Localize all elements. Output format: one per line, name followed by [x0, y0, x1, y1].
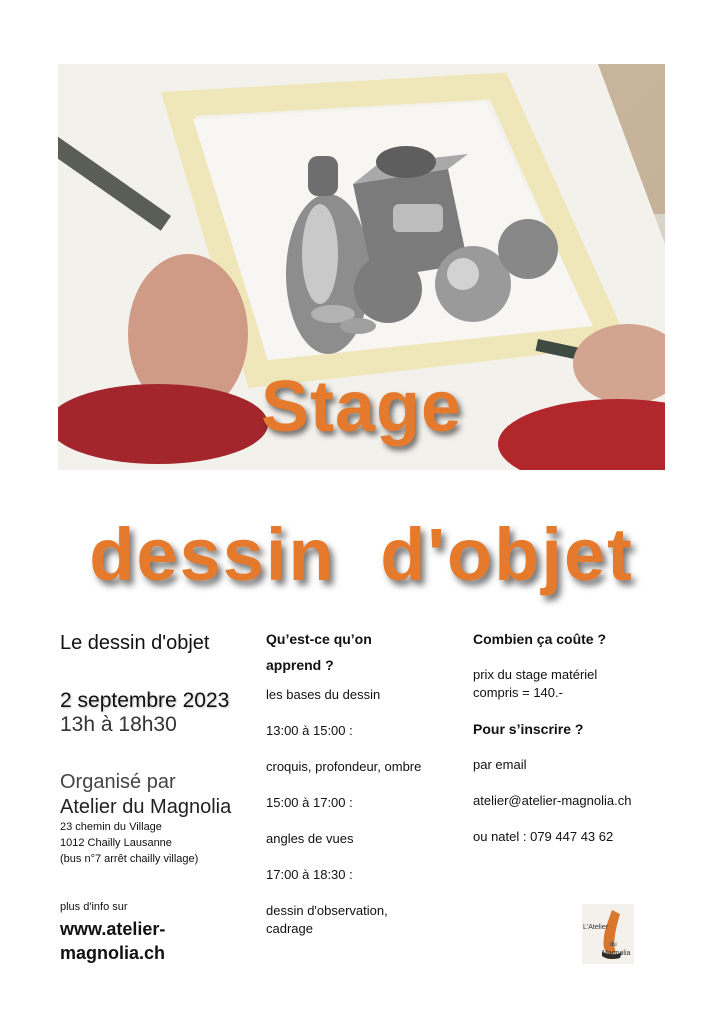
program-item: 17:00 à 18:30 : — [266, 867, 353, 882]
price-line: prix du stage matériel — [473, 667, 598, 682]
program-item: angles de vues — [266, 831, 354, 846]
program-column — [266, 626, 456, 938]
phone-number[interactable]: ou natel : 079 447 43 62 — [473, 829, 614, 844]
register-heading: Pour s’inscrire ? — [473, 721, 584, 737]
email-link[interactable]: atelier@atelier-magnolia.ch — [473, 793, 632, 808]
atelier-logo — [582, 904, 634, 964]
program-item: les bases du dessin — [266, 687, 381, 702]
address-line: 1012 Chailly Lausanne — [60, 837, 172, 849]
logo-text: L'Atelier — [583, 924, 609, 931]
website-line: magnolia.ch — [60, 943, 166, 963]
workshop-title: dessin d'objet — [89, 513, 634, 596]
organised-label: Organisé par — [60, 771, 176, 793]
logo-text: Magnolia — [602, 950, 631, 957]
program-item: 15:00 à 17:00 : — [266, 795, 353, 810]
organiser-name: Atelier du Magnolia — [60, 796, 232, 818]
stage-heading: Stage — [260, 367, 463, 447]
course-heading: Le dessin d'objet — [60, 632, 210, 654]
program-item: dessin d'observation, — [266, 903, 388, 918]
by-email-label: par email — [473, 757, 527, 772]
program-item: croquis, profondeur, ombre — [266, 759, 422, 774]
price-line: compris = 140.- — [473, 685, 563, 700]
address-line: (bus n°7 arrêt chailly village) — [60, 853, 199, 865]
website-link[interactable] — [60, 917, 260, 965]
website-line: www.atelier- — [60, 919, 166, 939]
pricing-column — [473, 626, 683, 846]
program-item: cadrage — [266, 921, 313, 936]
program-heading: Qu’est-ce qu’on — [266, 631, 372, 647]
program-item: 13:00 à 15:00 : — [266, 723, 353, 738]
logo-text: du — [610, 942, 617, 948]
course-date: 2 septembre 2023 — [60, 689, 230, 712]
program-heading: apprend ? — [266, 657, 334, 673]
course-time: 13h à 18h30 — [60, 713, 177, 736]
address-line: 23 chemin du Village — [60, 821, 162, 833]
cost-heading: Combien ça coûte ? — [473, 631, 607, 647]
details-column — [60, 626, 260, 965]
more-info-label: plus d'info sur — [60, 901, 128, 913]
